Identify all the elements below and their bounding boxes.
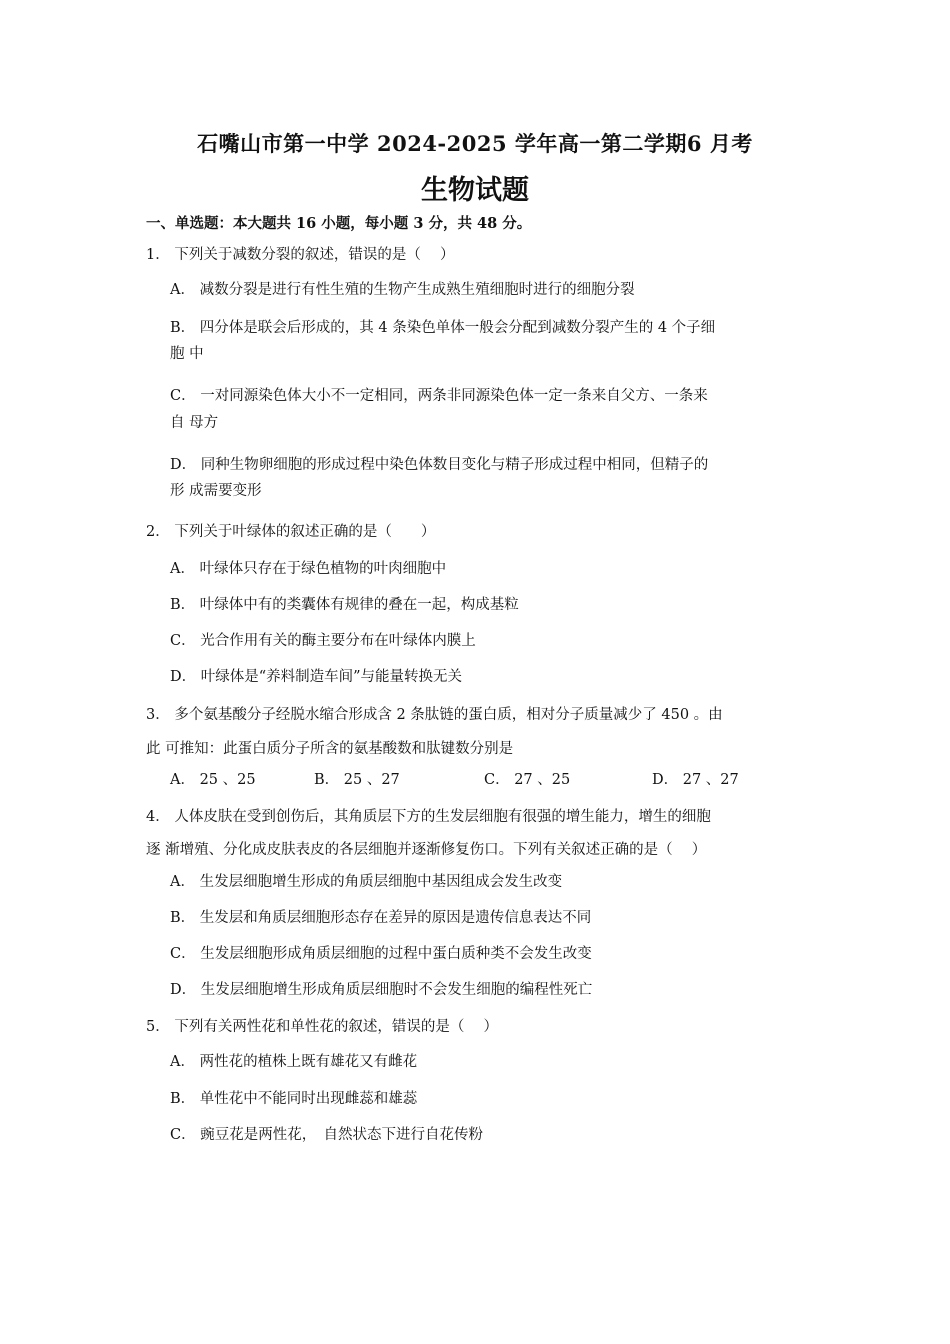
question-4-option-d: D． 生发层细胞增生形成角质层细胞时不会发生细胞的编程性死亡	[170, 982, 593, 998]
question-3-stem-cont: 此 可推知：此蛋白质分子所含的氨基酸数和肽键数分别是	[146, 741, 514, 757]
question-2-option-c: C． 光合作用有关的酶主要分布在叶绿体内膜上	[170, 633, 476, 649]
question-5-option-b: B． 单性花中不能同时出现雌蕊和雄蕊	[170, 1091, 418, 1107]
question-4-option-c: C． 生发层细胞形成角质层细胞的过程中蛋白质种类不会发生改变	[170, 946, 592, 962]
question-4-stem-cont: 逐 渐增殖、分化成皮肤表皮的各层细胞并逐渐修复伤口。下列有关叙述正确的是（ ）	[146, 842, 707, 858]
question-1-option-d-cont: 形 成需要变形	[170, 483, 262, 499]
question-5-option-a: A． 两性花的植株上既有雄花又有雌花	[170, 1054, 418, 1070]
question-1-option-c: C． 一对同源染色体大小不一定相同，两条非同源染色体一定一条来自父方、一条来	[170, 388, 708, 404]
question-2-option-a: A． 叶绿体只存在于绿色植物的叶肉细胞中	[170, 561, 447, 577]
question-2-option-b: B． 叶绿体中有的类囊体有规律的叠在一起，构成基粒	[170, 597, 519, 613]
question-1-option-c-cont: 自 母方	[170, 415, 219, 431]
question-5-option-c: C． 豌豆花是两性花， 自然状态下进行自花传粉	[170, 1127, 483, 1143]
question-1-option-b: B． 四分体是联会后形成的，其 4 条染色单体一般会分配到减数分裂产生的 4 个子细	[170, 320, 716, 336]
question-1-stem: 1． 下列关于减数分裂的叙述，错误的是（ ）	[146, 247, 455, 263]
question-3-option-b: B． 25 、27	[314, 772, 400, 788]
question-1-option-a: A． 减数分裂是进行有性生殖的生物产生成熟生殖细胞时进行的细胞分裂	[170, 282, 635, 298]
question-4-option-b: B． 生发层和角质层细胞形态存在差异的原因是遗传信息表达不同	[170, 910, 592, 926]
question-3-option-d: D． 27 、27	[652, 772, 739, 788]
question-2-option-d: D． 叶绿体是“养料制造车间”与能量转换无关	[170, 669, 463, 685]
question-4-option-a: A． 生发层细胞增生形成的角质层细胞中基因组成会发生改变	[170, 874, 563, 890]
question-3-option-c: C． 27 、25	[484, 772, 571, 788]
question-4-stem: 4． 人体皮肤在受到创伤后，其角质层下方的生发层细胞有很强的增生能力，增生的细胞	[146, 809, 711, 825]
question-3-option-a: A． 25 、25	[170, 772, 256, 788]
question-1-option-b-cont: 胞 中	[170, 346, 204, 362]
question-3-stem: 3． 多个氨基酸分子经脱水缩合形成含 2 条肽链的蛋白质，相对分子质量减少了 450 。由	[146, 707, 723, 723]
question-2-stem: 2． 下列关于叶绿体的叙述正确的是（ ）	[146, 524, 436, 540]
section-heading: 一、单选题：本大题共 16 小题，每小题 3 分，共 48 分。	[146, 215, 532, 232]
question-1-option-d: D． 同种生物卵细胞的形成过程中染色体数目变化与精子形成过程中相同，但精子的	[170, 457, 709, 473]
exam-title: 石嘴山市第一中学 2024-2025 学年高一第二学期6 月考	[197, 131, 753, 156]
question-5-stem: 5． 下列有关两性花和单性花的叙述，错误的是（ ）	[146, 1019, 498, 1035]
exam-subtitle: 生物试题	[421, 175, 529, 206]
